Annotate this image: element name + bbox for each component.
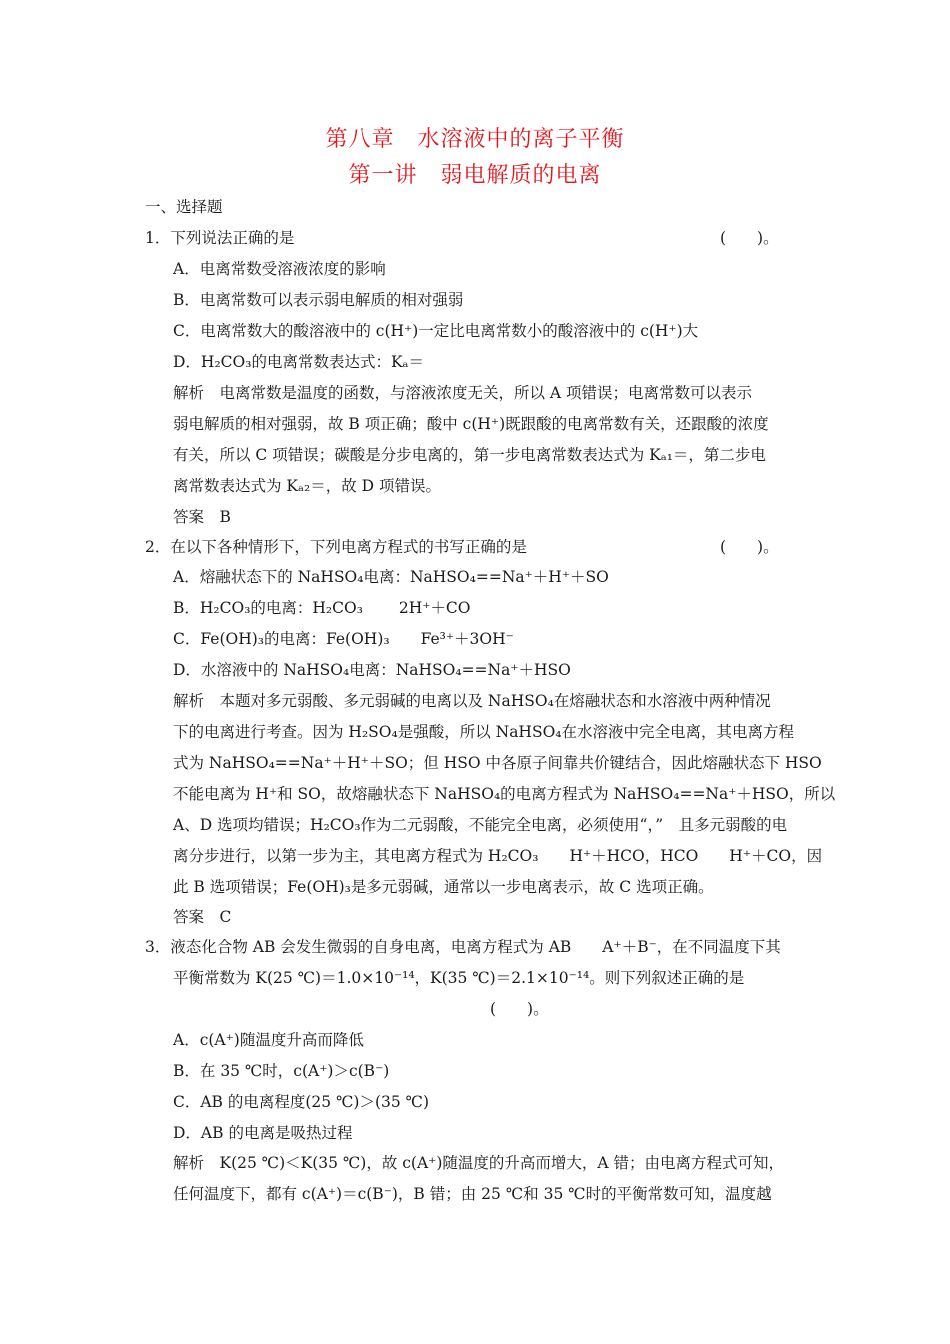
- q1-option-c: C．电离常数大的酸溶液中的 c(H⁺)一定比电离常数小的酸溶液中的 c(H⁺)大: [173, 322, 699, 340]
- q2-option-d: D．水溶液中的 NaHSO₄电离：NaHSO₄==Na⁺＋HSO: [173, 661, 571, 679]
- q1-explanation-line: 解析 电离常数是温度的函数，与溶液浓度无关，所以 A 项错误；电离常数可以表示: [173, 384, 753, 402]
- q1-answer: 答案 B: [173, 508, 231, 526]
- q2-explanation-line: 离分步进行，以第一步为主，其电离方程式为 H₂CO₃ H⁺＋HCO，HCO H⁺＋CO，因: [173, 847, 823, 865]
- q1-explanation-line: 有关，所以 C 项错误；碳酸是分步电离的，第一步电离常数表达式为 Kₐ₁＝，第二步电: [173, 446, 766, 464]
- q2-answer: 答案 C: [173, 908, 232, 926]
- q1-explanation-line: 弱电解质的相对强弱，故 B 项正确；酸中 c(H⁺)既跟酸的电离常数有关，还跟酸的浓度: [173, 415, 769, 433]
- q1-option-b: B．电离常数可以表示弱电解质的相对强弱: [173, 291, 464, 309]
- q3-stem-line: 3．液态化合物 AB 会发生微弱的自身电离，电离方程式为 AB A⁺＋B⁻，在不同温度下其: [145, 938, 781, 956]
- q2-explanation-line: 不能电离为 H⁺和 SO，故熔融状态下 NaHSO₄的电离方程式为 NaHSO₄==Na⁺＋HSO，所以: [173, 785, 836, 803]
- q3-option-c: C．AB 的电离程度(25 ℃)＞(35 ℃): [173, 1093, 430, 1111]
- q2-stem: 2．在以下各种情形下，下列电离方程式的书写正确的是: [145, 538, 527, 556]
- q3-option-a: A．c(A⁺)随温度升高而降低: [173, 1031, 364, 1049]
- q1-stem: 1．下列说法正确的是: [145, 229, 295, 247]
- q1-answer-blank: ( )。: [720, 229, 779, 247]
- q2-answer-blank: ( )。: [720, 538, 779, 556]
- q2-explanation-line: 此 B 选项错误；Fe(OH)₃是多元弱碱，通常以一步电离表示，故 C 选项正确。: [173, 878, 714, 896]
- q2-option-a: A．熔融状态下的 NaHSO₄电离：NaHSO₄==Na⁺＋H⁺＋SO: [173, 568, 609, 586]
- lecture-title: 第一讲 弱电解质的电离: [348, 163, 602, 188]
- q2-explanation-line: A、D 选项均错误；H₂CO₃作为二元弱酸，不能完全电离，必须使用“，” 且多元弱酸的电: [173, 816, 788, 834]
- q2-explanation-line: 式为 NaHSO₄==Na⁺＋H⁺＋SO；但 HSO 中各原子间靠共价键结合，因此熔融状态下 HSO: [173, 754, 822, 772]
- q3-stem-line: 平衡常数为 K(25 ℃)＝1.0×10⁻¹⁴，K(35 ℃)＝2.1×10⁻¹⁴。则下列叙述正确的是: [173, 969, 745, 987]
- q3-explanation-line: 解析 K(25 ℃)＜K(35 ℃)，故 c(A⁺)随温度的升高而增大，A 错；由电离方程式可知，: [173, 1154, 785, 1172]
- q2-option-c: C．Fe(OH)₃的电离：Fe(OH)₃ Fe³⁺＋3OH⁻: [173, 630, 514, 648]
- q3-answer-blank: ( )。: [490, 1000, 549, 1018]
- q2-explanation-line: 解析 本题对多元弱酸、多元弱碱的电离以及 NaHSO₄在熔融状态和水溶液中两种情况: [173, 692, 771, 710]
- q1-option-d: D．H₂CO₃的电离常数表达式：Kₐ＝: [173, 353, 424, 371]
- q3-option-d: D．AB 的电离是吸热过程: [173, 1124, 353, 1142]
- q2-option-b: B．H₂CO₃的电离：H₂CO₃ 2H⁺＋CO: [173, 599, 471, 617]
- q3-explanation-line: 任何温度下，都有 c(A⁺)＝c(B⁻)，B 错；由 25 ℃和 35 ℃时的平衡常数可知，温度越: [173, 1185, 772, 1203]
- q1-explanation-line: 离常数表达式为 Kₐ₂＝，故 D 项错误。: [173, 477, 441, 495]
- q2-explanation-line: 下的电离进行考查。因为 H₂SO₄是强酸，所以 NaHSO₄在水溶液中完全电离，其电离方程: [173, 723, 794, 741]
- section-heading: 一、选择题: [145, 198, 223, 216]
- chapter-title: 第八章 水溶液中的离子平衡: [325, 127, 625, 152]
- q3-option-b: B．在 35 ℃时，c(A⁺)＞c(B⁻): [173, 1062, 390, 1080]
- q1-option-a: A．电离常数受溶液浓度的影响: [173, 260, 386, 278]
